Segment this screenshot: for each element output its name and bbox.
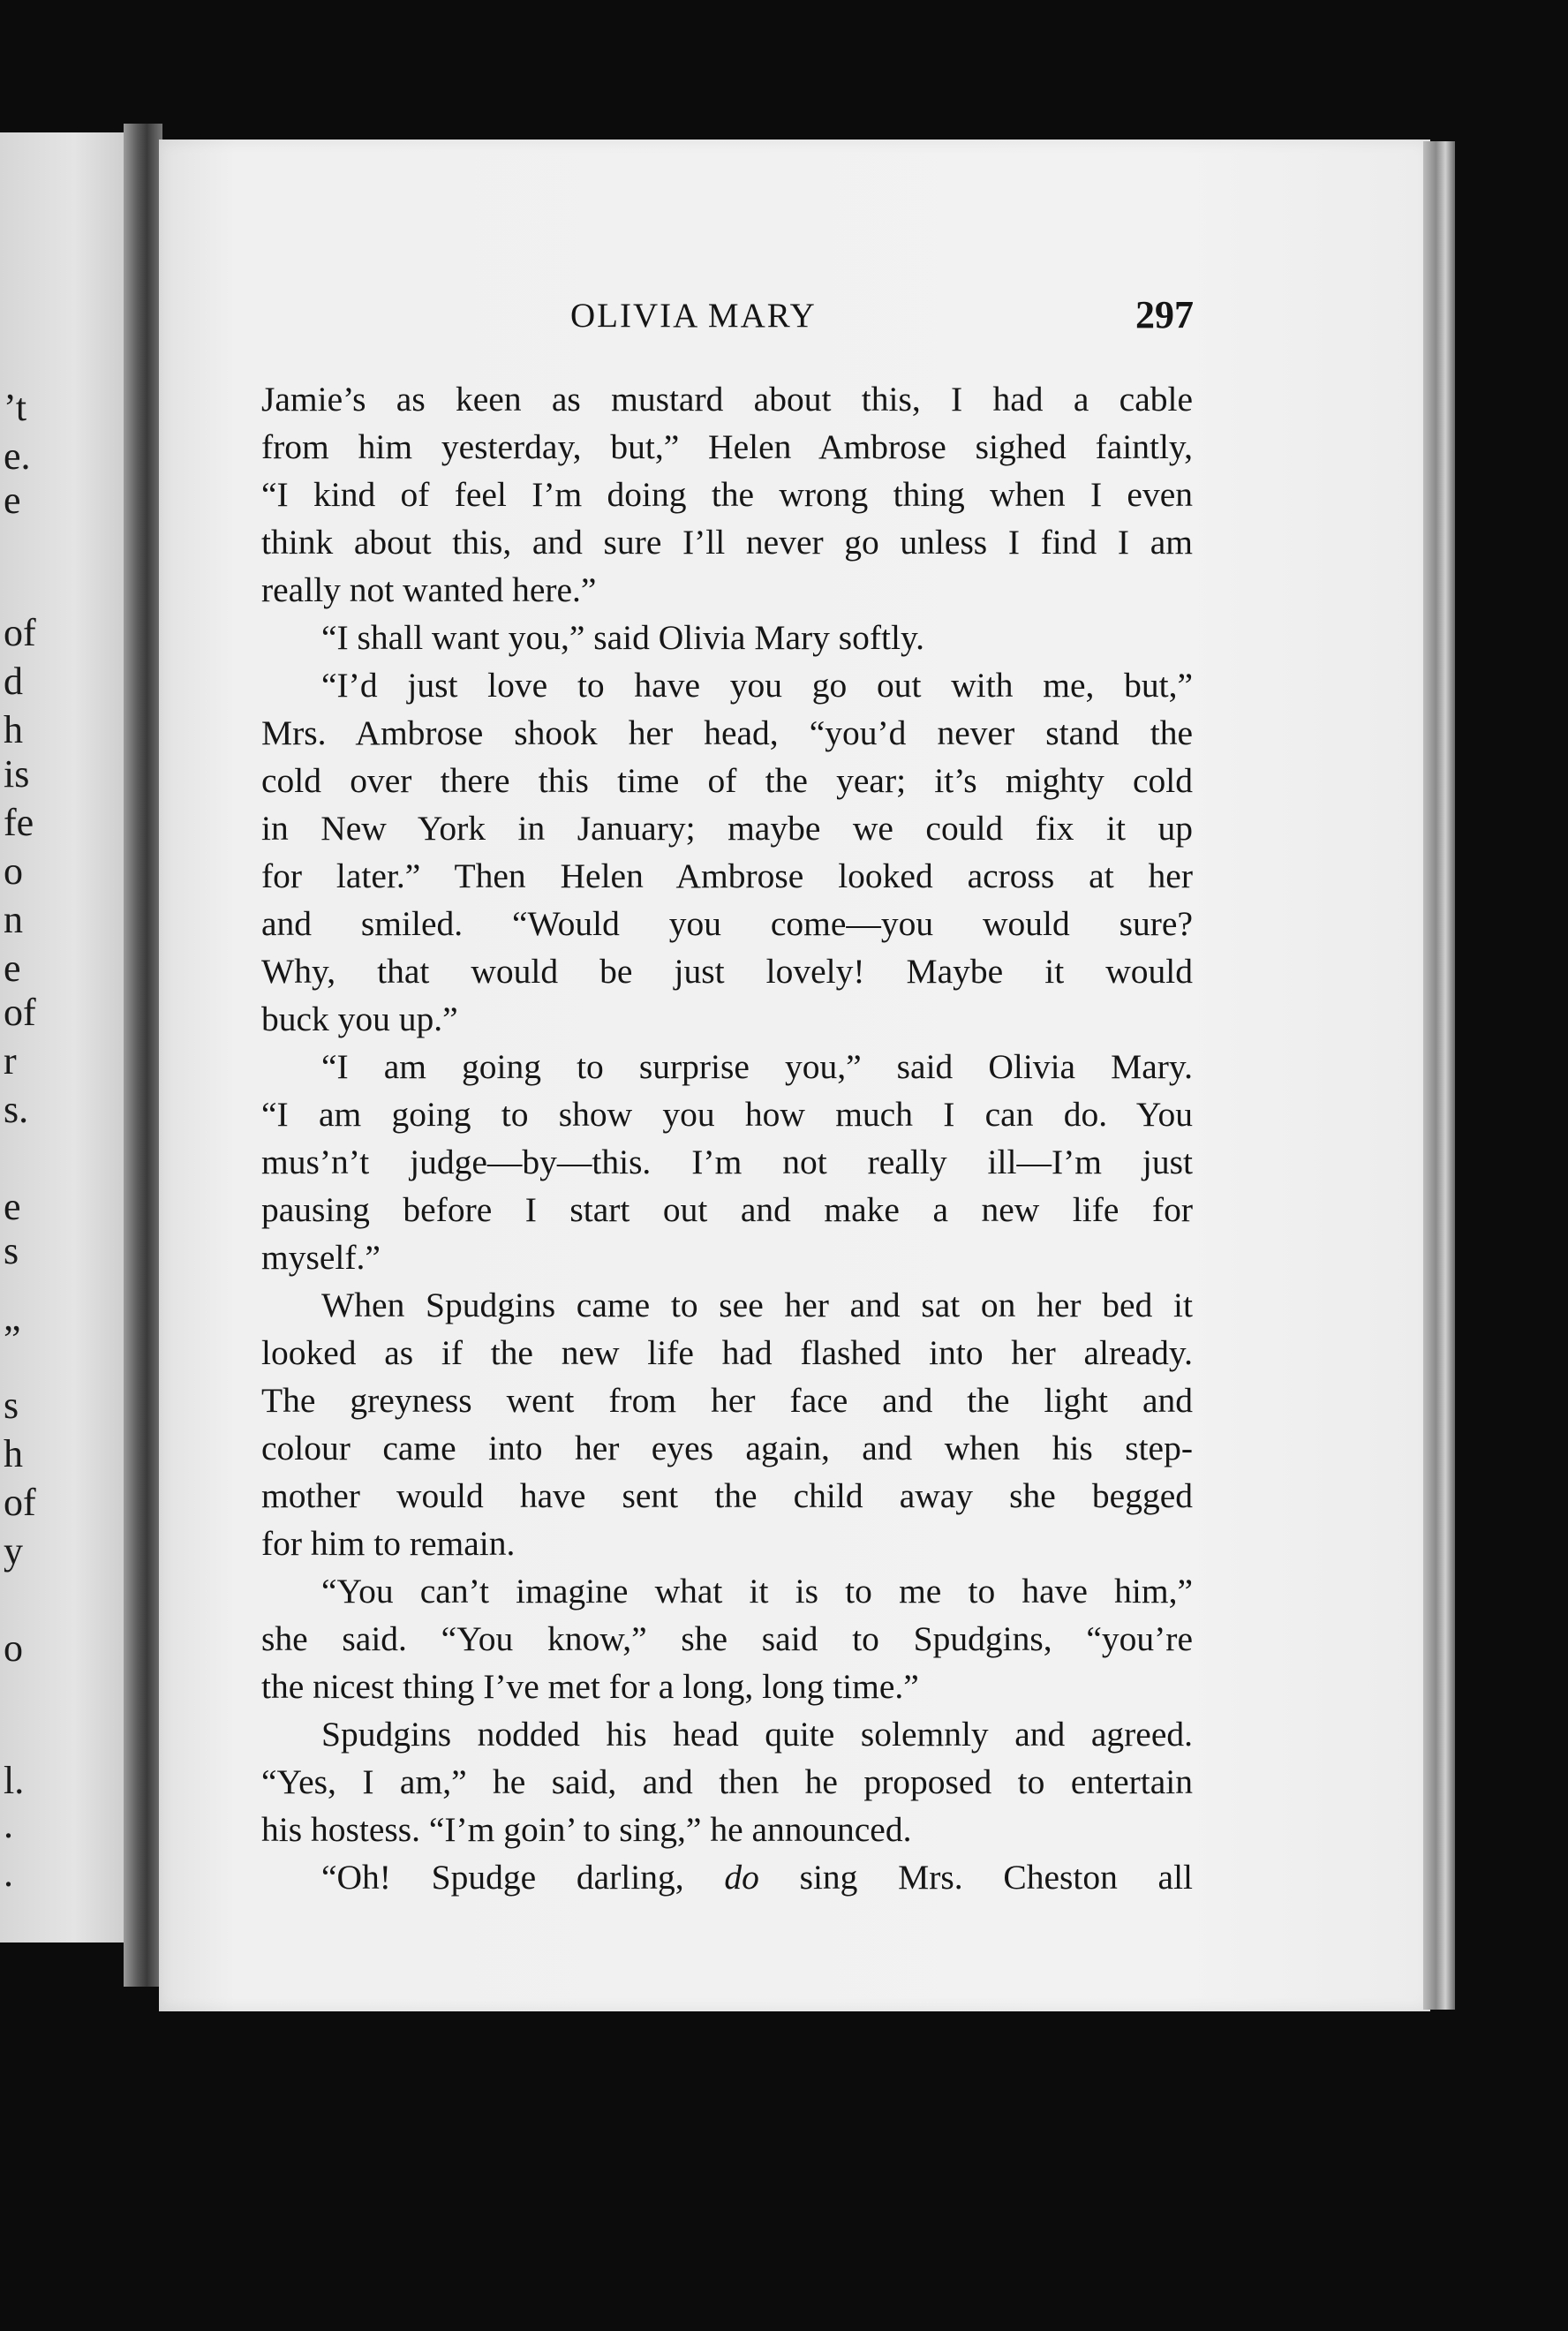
text-line: Spudgins nodded his head quite solemnly and agreed.	[321, 1715, 1193, 1754]
text-line: “Yes, I am,” he said, and then he proposed to entertain	[261, 1762, 1193, 1801]
facing-page-fragment: of	[4, 991, 36, 1034]
final-line-start: “Oh! Spudge darling,	[321, 1858, 684, 1897]
body-text	[261, 375, 1193, 1901]
text-line: The greyness went from her face and the light and	[261, 1381, 1193, 1420]
book-gutter	[124, 124, 162, 1987]
facing-page-fragment: d	[4, 660, 23, 703]
text-line: When Spudgins came to see her and sat on her bed it	[321, 1286, 1193, 1324]
text-line: Jamie’s as keen as mustard about this, I had a cable	[261, 380, 1193, 419]
text-line: think about this, and sure I’ll never go unless I find I am	[261, 523, 1193, 562]
facing-page-fragment: fe	[4, 801, 34, 844]
final-line-end: sing Mrs. Cheston all	[799, 1858, 1194, 1897]
text-line: “I kind of feel I’m doing the wrong thing when I even	[261, 475, 1193, 514]
text-line: looked as if the new life had flashed into her already.	[261, 1333, 1193, 1372]
text-line: buck you up.”	[261, 1000, 458, 1038]
facing-page-fragment: s	[4, 1384, 19, 1427]
text-line: Mrs. Ambrose shook her head, “you’d never stand the	[261, 713, 1193, 752]
text-line: for later.” Then Helen Ambrose looked across at her	[261, 856, 1193, 895]
facing-page-fragment: n	[4, 898, 23, 941]
facing-page-fragment: ’t	[4, 386, 27, 429]
facing-page-fragment: e.	[4, 434, 31, 478]
facing-page-fragment: of	[4, 1481, 36, 1524]
text-line: “I am going to show you how much I can do. You	[261, 1095, 1193, 1134]
text-line: cold over there this time of the year; it’s mighty cold	[261, 761, 1193, 800]
facing-page-fragment: y	[4, 1529, 23, 1573]
text-line: she said. “You know,” she said to Spudgins, “you’re	[261, 1619, 1193, 1658]
text-line: “You can’t imagine what it is to me to have him,”	[321, 1572, 1193, 1611]
page-number: 297	[1135, 293, 1194, 336]
facing-page-fragment: o	[4, 1626, 23, 1670]
facing-page-fragment: h	[4, 708, 23, 751]
text-line: “I am going to surprise you,” said Olivia Mary.	[321, 1047, 1193, 1086]
facing-page-fragment: ”	[4, 1317, 21, 1361]
facing-page-fragment: .	[4, 1803, 13, 1846]
facing-page-fragment: l.	[4, 1759, 25, 1802]
text-line: from him yesterday, but,” Helen Ambrose sighed faintly,	[261, 427, 1193, 466]
facing-page-fragment: o	[4, 849, 23, 893]
text-line: “I’d just love to have you go out with me, but,”	[321, 666, 1193, 705]
page-header	[261, 293, 1206, 349]
facing-page-fragment: s.	[4, 1088, 29, 1131]
text-line: for him to remain.	[261, 1524, 516, 1563]
facing-page-fragment: e	[4, 947, 21, 990]
facing-page	[0, 132, 124, 1942]
running-head: OLIVIA MARY	[570, 297, 817, 335]
text-line: colour came into her eyes again, and when his step-	[261, 1429, 1193, 1467]
facing-page-fragment: e	[4, 479, 21, 522]
text-line: myself.”	[261, 1238, 381, 1277]
text-line: and smiled. “Would you come—you would sure?	[261, 904, 1193, 943]
facing-page-fragment: e	[4, 1185, 21, 1228]
facing-page-fragment: is	[4, 752, 30, 796]
text-line-final	[261, 1853, 1193, 1901]
text-line: mother would have sent the child away she begged	[261, 1476, 1193, 1515]
facing-page-fragment: s	[4, 1229, 19, 1272]
text-line: mus’n’t judge—by—this. I’m not really ill—I’m just	[261, 1143, 1193, 1181]
text-line: “I shall want you,” said Olivia Mary softly.	[321, 618, 925, 657]
text-line: his hostess. “I’m goin’ to sing,” he announced.	[261, 1810, 912, 1849]
text-line: really not wanted here.”	[261, 570, 597, 609]
facing-page-fragment: .	[4, 1852, 13, 1895]
emphasis-word: do	[724, 1858, 759, 1897]
text-line: in New York in January; maybe we could fix it up	[261, 809, 1193, 848]
text-line: the nicest thing I’ve met for a long, long time.”	[261, 1667, 919, 1706]
page-edges	[1423, 141, 1455, 2010]
facing-page-fragment: of	[4, 611, 36, 654]
facing-page-fragment: h	[4, 1432, 23, 1475]
facing-page-fragment: r	[4, 1039, 17, 1083]
text-line: Why, that would be just lovely! Maybe it would	[261, 952, 1193, 991]
text-line: pausing before I start out and make a new life for	[261, 1190, 1193, 1229]
